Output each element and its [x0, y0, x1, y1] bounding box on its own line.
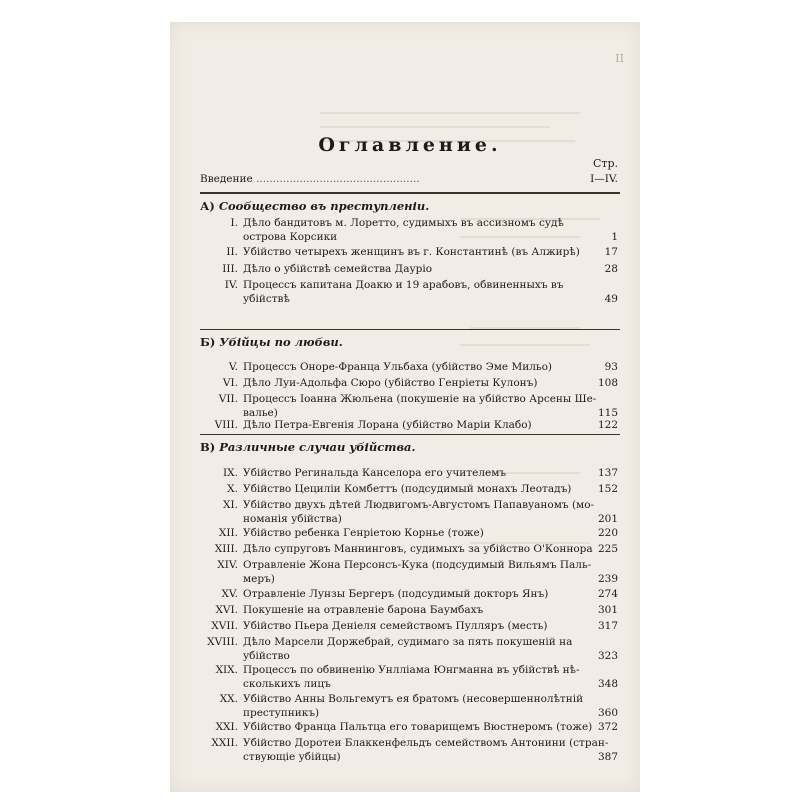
toc-entry-number: VI.: [222, 377, 238, 389]
toc-entry-page: 49: [604, 293, 618, 305]
toc-entry-number: XV.: [221, 588, 238, 600]
toc-entry-line: [200, 482, 571, 496]
toc-entry-line: [243, 649, 290, 663]
toc-entry-line: [200, 663, 580, 677]
toc-entry-number: V.: [228, 361, 238, 373]
toc-entry-page: 115: [597, 407, 618, 419]
toc-entry-number: X.: [227, 483, 238, 495]
toc-entry-title: преступникъ): [243, 707, 320, 719]
section-b-heading: [200, 335, 343, 349]
toc-entry-title: меръ): [243, 573, 275, 585]
toc-entry-title: Покушеніе на отравленіе барона Баумбахъ: [243, 604, 484, 616]
toc-entry-page: 225: [597, 543, 618, 555]
toc-entry-title: Убійство ребенка Генріетою Корнье (тоже): [243, 527, 484, 539]
page-corner-number: II: [615, 52, 624, 65]
toc-entry-title: острова Корсики: [243, 231, 338, 243]
toc-entry-number: XXI.: [215, 721, 238, 733]
toc-entry-page: 274: [597, 588, 618, 600]
toc-entry-page: 220: [597, 527, 618, 539]
toc-entry-number: XIII.: [214, 543, 238, 555]
section-b-letter: Б): [200, 335, 216, 349]
toc-entry-title: Убійство четырехъ женщинъ въ г. Константинѣ (въ Алжирѣ): [243, 246, 580, 258]
toc-entry-page: 17: [604, 246, 618, 258]
toc-entry-title: Дѣло о убійствѣ семейства Даурiо: [243, 263, 433, 275]
toc-entry-line: [243, 677, 331, 691]
toc-entry-page: 301: [597, 604, 618, 616]
toc-entry-page: 152: [597, 483, 618, 495]
intro-label: Введение: [200, 173, 253, 185]
toc-entry-title: валье): [243, 407, 278, 419]
toc-entry-page: 323: [597, 650, 618, 662]
toc-entry-number: XI.: [223, 499, 238, 511]
toc-entry-number: II.: [226, 246, 238, 258]
section-a-heading: [200, 199, 429, 213]
toc-entry-title: Дѣло Петра-Евгенія Лорана (убійство Маріи Клабо): [243, 419, 532, 431]
toc-entry-line: [200, 278, 563, 292]
toc-entry-title: Убійство Франца Пальтца его товарищемъ Вюстнеромъ (тоже): [243, 721, 593, 733]
toc-entry-number: VIII.: [214, 419, 238, 431]
toc-entry-line: [200, 262, 432, 276]
toc-entry-title: Убійство Пьера Деніеля семействомъ Пулляръ (месть): [243, 620, 548, 632]
toc-entry-line: [243, 292, 290, 306]
toc-entry-line: [200, 245, 580, 259]
toc-entry-line: [200, 360, 552, 374]
toc-entry-page: 122: [597, 419, 618, 431]
toc-entry-page: 201: [597, 513, 618, 525]
toc-entry-title: Отравленіе Лунзы Бергеръ (подсудимый докторъ Янъ): [243, 588, 549, 600]
toc-entry-line: [200, 635, 572, 649]
toc-entry-line: [243, 512, 342, 526]
toc-entry-title: Дѣло Марсели Доржебрай, судимаго за пять покушеній на: [243, 636, 573, 648]
toc-entry-title: Дѣло бандитовъ м. Лоретто, судимыхъ въ ассизномъ судѣ: [243, 217, 564, 229]
toc-entry-line: [200, 587, 548, 601]
toc-entry-number: XVI.: [215, 604, 238, 616]
toc-entry-line: [243, 230, 337, 244]
divider: [200, 192, 620, 194]
toc-entry-title: Процессъ капитана Доакю и 19 арабовъ, обвиненныхъ въ: [243, 279, 564, 291]
toc-entry-page: 360: [597, 707, 618, 719]
section-a-name: Сообщество въ преступленіи.: [218, 199, 430, 213]
toc-entry-title: Процессъ Іоанна Жюльена (покушеніе на убійство Арсены Ше-: [243, 393, 597, 405]
toc-title: Оглавление.: [318, 134, 502, 156]
toc-entry-title: Отравленіе Жона Персонсъ-Кука (подсудимый Вильямъ Паль-: [243, 559, 592, 571]
toc-entry-line: [200, 720, 592, 734]
toc-entry-line: [200, 558, 591, 572]
intro-line: [200, 172, 420, 186]
toc-entry-line: [200, 619, 548, 633]
section-b-name: Убійцы по любви.: [219, 335, 343, 349]
toc-entry-title: Убійство двухъ дѣтей Людвигомъ-Августомъ Папавуаномъ (мо-: [243, 499, 595, 511]
toc-entry-number: I.: [230, 217, 238, 229]
toc-entry-page: 1: [611, 231, 618, 243]
toc-entry-title: Процессъ по обвиненію Унлліама Юнгманна въ убійствѣ нѣ-: [243, 664, 580, 676]
divider: [200, 329, 620, 330]
toc-entry-line: [243, 572, 275, 586]
toc-entry-line: [200, 216, 564, 230]
toc-entry-line: [200, 603, 483, 617]
toc-entry-number: XIX.: [215, 664, 238, 676]
toc-entry-page: 317: [597, 620, 618, 632]
toc-entry-title: сколькихъ лицъ: [243, 678, 331, 690]
divider: [200, 434, 620, 435]
toc-entry-number: XX.: [219, 693, 238, 705]
toc-entry-number: VII.: [218, 393, 238, 405]
toc-entry-title: Дѣло Луи-Адольфа Сюро (убійство Генріеты Кулонъ): [243, 377, 538, 389]
toc-entry-title: Убійство Цециліи Комбеттъ (подсудимый монахъ Леотадъ): [243, 483, 572, 495]
toc-entry-line: [243, 706, 319, 720]
toc-entry-page: 137: [597, 467, 618, 479]
toc-entry-line: [200, 466, 506, 480]
toc-entry-line: [200, 376, 537, 390]
toc-entry-page: 93: [604, 361, 618, 373]
toc-entry-title: убійствѣ: [243, 293, 290, 305]
section-c-heading: [200, 440, 415, 454]
toc-entry-page: 108: [597, 377, 618, 389]
toc-entry-number: IX.: [223, 467, 238, 479]
toc-entry-line: [200, 542, 593, 556]
toc-entry-page: 28: [604, 263, 618, 275]
toc-entry-number: XII.: [218, 527, 238, 539]
toc-entry-page: 387: [597, 751, 618, 763]
section-c-name: Различные случаи убійства.: [219, 440, 416, 454]
page-column-label: Стр.: [592, 157, 618, 170]
toc-entry-number: III.: [222, 263, 238, 275]
toc-entry-line: [200, 736, 608, 750]
section-a-letter: А): [200, 199, 215, 213]
toc-entry-line: [243, 750, 341, 764]
toc-entry-title: Убійство Доротеи Блаккенфельдъ семействомъ Антонини (стран-: [243, 737, 609, 749]
toc-entry-title: Убійство Анны Вольгемутъ ея братомъ (несовершеннолѣтній: [243, 693, 584, 705]
toc-entry-line: [200, 418, 532, 432]
toc-entry-title: Дѣло супруговъ Маннинговъ, судимыхъ за убійство О'Коннора: [243, 543, 593, 555]
toc-entry-number: IV.: [224, 279, 238, 291]
toc-entry-page: 348: [597, 678, 618, 690]
toc-entry-title: Убійство Регинальда Канселора его учителемъ: [243, 467, 507, 479]
toc-entry-line: [200, 392, 596, 406]
toc-entry-line: [200, 526, 484, 540]
toc-entry-line: [200, 498, 594, 512]
intro-page: I—IV.: [590, 173, 618, 185]
toc-entry-title: ствующіе убійцы): [243, 751, 341, 763]
intro-dots: .................................................: [256, 173, 420, 185]
toc-entry-number: XIV.: [217, 559, 238, 571]
book-page: [170, 22, 640, 792]
toc-entry-title: Процессъ Оноре-Франца Ульбаха (убійство Эме Мильо): [243, 361, 552, 373]
toc-entry-title: номанія убійства): [243, 513, 342, 525]
toc-entry-number: XVII.: [211, 620, 238, 632]
toc-entry-title: убійство: [243, 650, 290, 662]
toc-entry-page: 239: [597, 573, 618, 585]
toc-entry-number: XVIII.: [207, 636, 238, 648]
toc-entry-page: 372: [597, 721, 618, 733]
toc-entry-line: [200, 692, 583, 706]
section-c-letter: В): [200, 440, 216, 454]
toc-entry-number: XXII.: [211, 737, 238, 749]
